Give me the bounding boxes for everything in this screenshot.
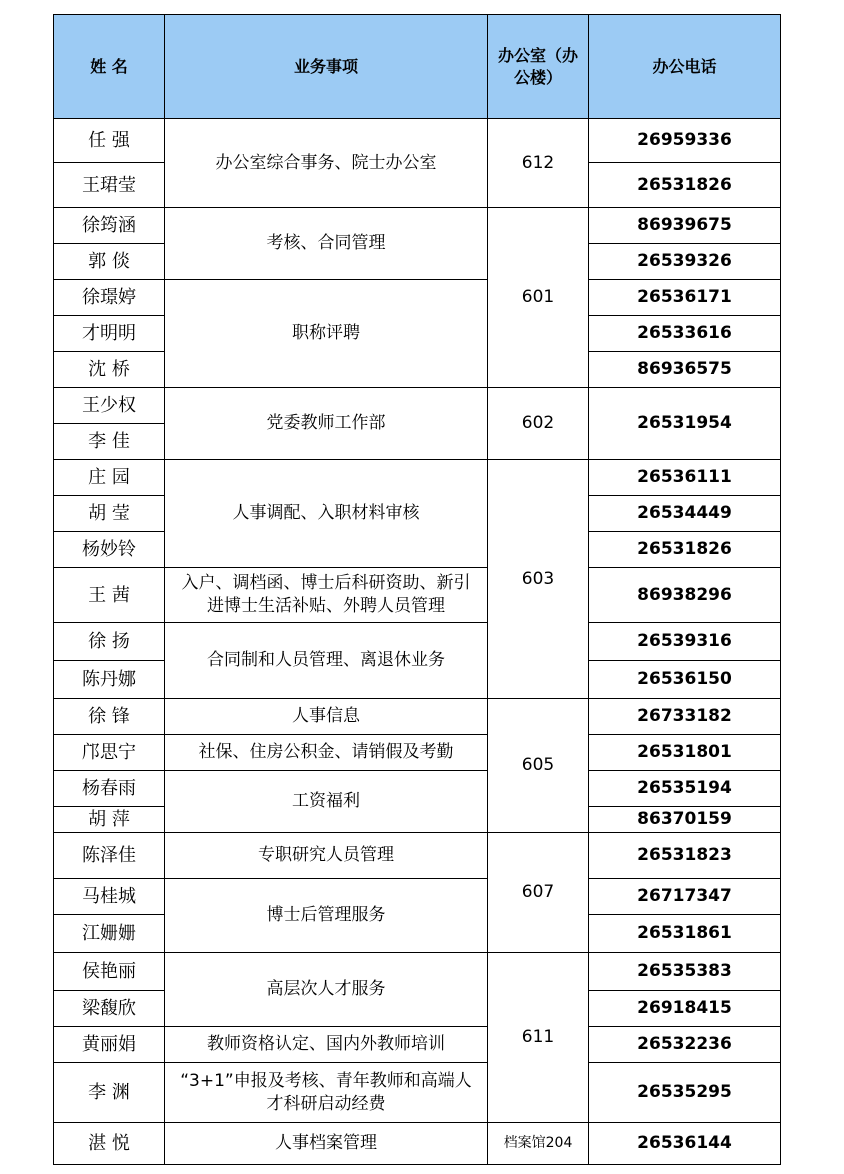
- name-cell: 马桂城: [54, 879, 165, 915]
- phone-cell: 26535194: [589, 771, 781, 807]
- phone-cell: 86938296: [589, 568, 781, 623]
- table-row: [54, 699, 781, 735]
- phone-cell: 86936575: [589, 352, 781, 388]
- name-cell: 李 渊: [54, 1063, 165, 1123]
- office-cell: 601: [488, 208, 589, 388]
- table-row: [54, 879, 781, 915]
- phone-cell: 26536171: [589, 280, 781, 316]
- table-row: [54, 771, 781, 807]
- table-row: [54, 1123, 781, 1165]
- phone-cell: 26535295: [589, 1063, 781, 1123]
- name-cell: 王 茜: [54, 568, 165, 623]
- name-cell: 梁馥欣: [54, 991, 165, 1027]
- duty-cell: 教师资格认定、国内外教师培训: [165, 1027, 488, 1063]
- table-row: [54, 953, 781, 991]
- header-name: 姓 名: [54, 15, 165, 119]
- phone-cell: 26539316: [589, 623, 781, 661]
- duty-cell: 考核、合同管理: [165, 208, 488, 280]
- phone-cell: 26533616: [589, 316, 781, 352]
- phone-cell: 26534449: [589, 496, 781, 532]
- table-row: [54, 1027, 781, 1063]
- phone-cell: 26959336: [589, 119, 781, 163]
- name-cell: 庄 园: [54, 460, 165, 496]
- duty-cell: 专职研究人员管理: [165, 833, 488, 879]
- name-cell: 江姗姗: [54, 915, 165, 953]
- table-row: [54, 568, 781, 623]
- table-row: [54, 623, 781, 661]
- phone-cell: 26532236: [589, 1027, 781, 1063]
- name-cell: 王少权: [54, 388, 165, 424]
- table-row: [54, 735, 781, 771]
- name-cell: 邝思宁: [54, 735, 165, 771]
- phone-cell: 86370159: [589, 807, 781, 833]
- name-cell: 徐 扬: [54, 623, 165, 661]
- office-cell: 603: [488, 460, 589, 699]
- phone-cell: 26531954: [589, 388, 781, 460]
- duty-cell: 人事调配、入职材料审核: [165, 460, 488, 568]
- name-cell: 徐 锋: [54, 699, 165, 735]
- duty-cell: 人事档案管理: [165, 1123, 488, 1165]
- phone-cell: 26717347: [589, 879, 781, 915]
- duty-cell: 入户、调档函、博士后科研资助、新引进博士生活补贴、外聘人员管理: [165, 568, 488, 623]
- table-row: [54, 280, 781, 316]
- name-cell: 杨妙铃: [54, 532, 165, 568]
- phone-cell: 26536111: [589, 460, 781, 496]
- duty-cell: 社保、住房公积金、请销假及考勤: [165, 735, 488, 771]
- table-row: [54, 388, 781, 424]
- table-row: [54, 119, 781, 163]
- phone-cell: 86939675: [589, 208, 781, 244]
- phone-cell: 26536144: [589, 1123, 781, 1165]
- name-cell: 徐璟婷: [54, 280, 165, 316]
- phone-cell: 26531801: [589, 735, 781, 771]
- header-phone: 办公电话: [589, 15, 781, 119]
- name-cell: 徐筠涵: [54, 208, 165, 244]
- office-cell: 612: [488, 119, 589, 208]
- duty-cell: 合同制和人员管理、离退休业务: [165, 623, 488, 699]
- name-cell: 任 强: [54, 119, 165, 163]
- name-cell: 才明明: [54, 316, 165, 352]
- header-row: [54, 15, 781, 119]
- table-row: [54, 833, 781, 879]
- duty-cell: 党委教师工作部: [165, 388, 488, 460]
- office-cell: 611: [488, 953, 589, 1123]
- duty-cell: 高层次人才服务: [165, 953, 488, 1027]
- phone-cell: 26531823: [589, 833, 781, 879]
- duty-cell: “3+1”申报及考核、青年教师和高端人才科研启动经费: [165, 1063, 488, 1123]
- name-cell: 陈泽佳: [54, 833, 165, 879]
- phone-cell: 26535383: [589, 953, 781, 991]
- office-cell: 605: [488, 699, 589, 833]
- duty-cell: 职称评聘: [165, 280, 488, 388]
- office-cell: 607: [488, 833, 589, 953]
- phone-cell: 26531826: [589, 163, 781, 208]
- table-row: [54, 460, 781, 496]
- name-cell: 湛 悦: [54, 1123, 165, 1165]
- header-duty: 业务事项: [165, 15, 488, 119]
- phone-cell: 26531826: [589, 532, 781, 568]
- contact-table: [53, 14, 781, 1165]
- header-office: 办公室（办公楼）: [488, 15, 589, 119]
- name-cell: 陈丹娜: [54, 661, 165, 699]
- name-cell: 郭 倓: [54, 244, 165, 280]
- office-cell: 602: [488, 388, 589, 460]
- duty-cell: 人事信息: [165, 699, 488, 735]
- phone-cell: 26918415: [589, 991, 781, 1027]
- name-cell: 沈 桥: [54, 352, 165, 388]
- table-row: [54, 208, 781, 244]
- name-cell: 胡 莹: [54, 496, 165, 532]
- duty-cell: 办公室综合事务、院士办公室: [165, 119, 488, 208]
- name-cell: 李 佳: [54, 424, 165, 460]
- name-cell: 杨春雨: [54, 771, 165, 807]
- duty-cell: 博士后管理服务: [165, 879, 488, 953]
- name-cell: 黄丽娟: [54, 1027, 165, 1063]
- name-cell: 王珺莹: [54, 163, 165, 208]
- table-row: [54, 1063, 781, 1123]
- office-cell: 档案馆204: [488, 1123, 589, 1165]
- phone-cell: 26733182: [589, 699, 781, 735]
- name-cell: 侯艳丽: [54, 953, 165, 991]
- duty-cell: 工资福利: [165, 771, 488, 833]
- phone-cell: 26531861: [589, 915, 781, 953]
- name-cell: 胡 萍: [54, 807, 165, 833]
- phone-cell: 26539326: [589, 244, 781, 280]
- phone-cell: 26536150: [589, 661, 781, 699]
